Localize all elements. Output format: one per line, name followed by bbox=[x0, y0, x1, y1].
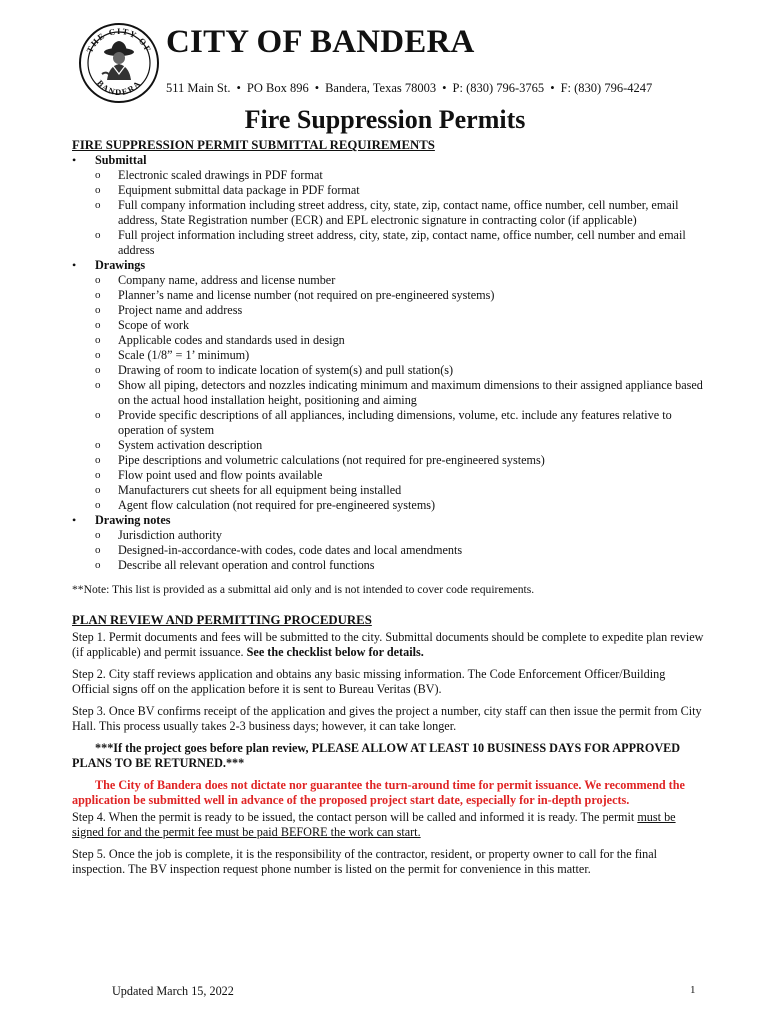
svg-text:THE CITY OF: THE CITY OF bbox=[84, 25, 154, 55]
procedure-step-4 bbox=[72, 810, 704, 840]
list-item: o Provide specific descriptions of all appliances, including dimensions, volume, etc. include any features relative to operation of system bbox=[95, 408, 704, 438]
turnaround-notice: The City of Bandera does not dictate nor guarantee the turn-around time for permit issuance. We recommend the application be submitted well in advance of the proposed project start date, especially for in-depth projects. bbox=[72, 778, 685, 807]
list-item: o Jurisdiction authority bbox=[95, 528, 704, 543]
group-label: • Drawing notes bbox=[95, 513, 171, 527]
list-item: o Flow point used and flow points available bbox=[95, 468, 704, 483]
phone-number: P: (830) 796-3765 bbox=[452, 81, 545, 95]
step-1-text: Step 1. Permit documents and fees will be submitted to the city. Submittal documents should be complete to expedite plan review (if applicable) and permit issuance. bbox=[72, 630, 704, 659]
requirement-group-drawing-notes bbox=[72, 513, 704, 573]
procedure-step-3: Step 3. Once BV confirms receipt of the application and gives the project a number, city staff can then issue the permit from City Hall. This process usually takes 2-3 business days; however, it can take longer. bbox=[72, 704, 702, 733]
list-item: o Project name and address bbox=[95, 303, 704, 318]
step-4-text: Step 4. When the permit is ready to be issued, the contact person will be called and informed it is ready. The permit bbox=[72, 810, 635, 824]
submittal-items bbox=[95, 168, 704, 258]
city-name-heading: CITY OF BANDERA bbox=[166, 24, 475, 60]
document-title: Fire Suppression Permits bbox=[244, 105, 526, 134]
drawing-notes-items bbox=[95, 528, 704, 573]
street-address: 511 Main St. bbox=[166, 81, 231, 95]
list-item: o Describe all relevant operation and control functions bbox=[95, 558, 704, 573]
requirements-list bbox=[72, 153, 704, 573]
group-label: • Submittal bbox=[95, 153, 147, 167]
list-item: o Designed-in-accordance-with codes, code dates and local amendments bbox=[95, 543, 704, 558]
procedure-step-5: Step 5. Once the job is complete, it is the responsibility of the contractor, resident, or property owner to call for the final inspection. The BV inspection request phone number is listed on the permit for convenience in this matter. bbox=[72, 847, 658, 876]
list-item: o Applicable codes and standards used in design bbox=[95, 333, 704, 348]
document-body bbox=[72, 138, 704, 877]
list-item: o Equipment submittal data package in PDF format bbox=[95, 183, 704, 198]
po-box: PO Box 896 bbox=[246, 81, 309, 95]
submittal-note: **Note: This list is provided as a submittal aid only and is not intended to cover code requirements. bbox=[72, 583, 535, 596]
list-item: o Company name, address and license number bbox=[95, 273, 704, 288]
list-item: o Agent flow calculation (not required for pre-engineered systems) bbox=[95, 498, 704, 513]
list-item: o System activation description bbox=[95, 438, 704, 453]
procedure-step-2: Step 2. City staff reviews application and obtains any basic missing information. The Code Enforcement Officer/Building Official signs off on the application before it is sent to Bureau Veritas (BV). bbox=[72, 667, 666, 696]
requirement-group-submittal bbox=[72, 153, 704, 258]
list-item: o Electronic scaled drawings in PDF format bbox=[95, 168, 704, 183]
contact-address-line: 511 Main St. • PO Box 896 • Bandera, Texas 78003 • P: (830) 796-3765 • F: (830) 796-4247 bbox=[166, 81, 653, 95]
page-number: 1 bbox=[690, 984, 696, 996]
list-item: o Pipe descriptions and volumetric calculations (not required for pre-engineered systems) bbox=[95, 453, 704, 468]
requirements-heading: FIRE SUPPRESSION PERMIT SUBMITTAL REQUIREMENTS bbox=[72, 138, 435, 152]
procedure-step-1 bbox=[72, 630, 704, 660]
list-item: o Scope of work bbox=[95, 318, 704, 333]
city-seal-logo bbox=[78, 22, 160, 104]
step-4-underlined-text: must be signed for and the permit fee must be paid BEFORE the work can start. bbox=[72, 810, 676, 839]
plan-review-warning: ***If the project goes before plan review, PLEASE ALLOW AT LEAST 10 BUSINESS DAYS FOR APPROVED PLANS TO BE RETURNED.*** bbox=[72, 741, 681, 770]
group-label: • Drawings bbox=[95, 258, 146, 272]
list-item: o Drawing of room to indicate location of system(s) and pull station(s) bbox=[95, 363, 704, 378]
procedures-heading: PLAN REVIEW AND PERMITTING PROCEDURES bbox=[72, 613, 372, 627]
list-item: o Scale (1/8” = 1’ minimum) bbox=[95, 348, 704, 363]
city-state-zip: Bandera, Texas 78003 bbox=[325, 81, 437, 95]
list-item: o Full company information including street address, city, state, zip, contact name, office number, cell number, email address, State Registration number (ECR) and EPL electronic signature in contracting color (if applicable) bbox=[95, 198, 704, 228]
requirement-group-drawings bbox=[72, 258, 704, 513]
list-item: o Manufacturers cut sheets for all equipment being installed bbox=[95, 483, 704, 498]
list-item: o Show all piping, detectors and nozzles indicating minimum and maximum dimensions to their assigned appliance based on the actual hood installation height, positioning and aiming bbox=[95, 378, 704, 408]
list-item: o Planner’s name and license number (not required on pre-engineered systems) bbox=[95, 288, 704, 303]
svg-text:BANDERA: BANDERA bbox=[94, 77, 144, 97]
updated-date: Updated March 15, 2022 bbox=[112, 984, 234, 998]
checklist-reference: See the checklist below for details. bbox=[246, 645, 424, 659]
list-item: o Full project information including street address, city, state, zip, contact name, office number, cell number and email address bbox=[95, 228, 704, 258]
drawings-items bbox=[95, 273, 704, 513]
fax-number: F: (830) 796-4247 bbox=[560, 81, 653, 95]
